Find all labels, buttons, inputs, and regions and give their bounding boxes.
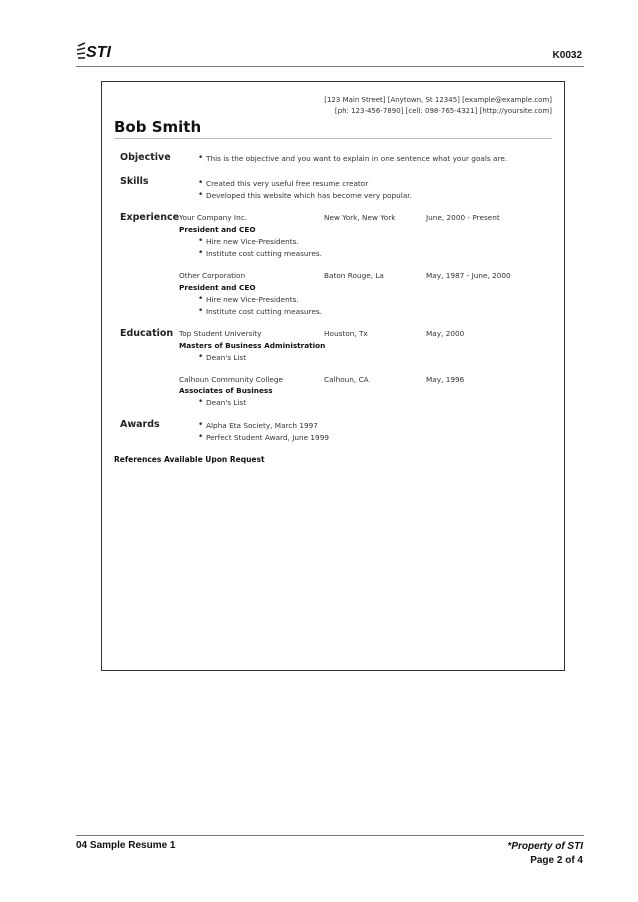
education-heading: Education xyxy=(120,328,174,339)
job-duty: • Institute cost cutting measures. xyxy=(206,249,322,258)
resume-contact xyxy=(324,95,552,117)
school-name: Top Student University xyxy=(179,329,262,338)
job-duty: • Hire new Vice-Presidents. xyxy=(206,295,299,304)
degree: Masters of Business Administration xyxy=(179,341,326,350)
resume-name: Bob Smith xyxy=(114,118,202,136)
skills-item: • Created this very useful free resume creator xyxy=(206,179,368,188)
degree: Associates of Business xyxy=(179,386,273,395)
resume-sample-image xyxy=(101,81,565,671)
education-item: • Dean's List xyxy=(206,398,246,407)
resume xyxy=(102,82,564,670)
skills-item: • Developed this website which has become very popular. xyxy=(206,191,412,200)
awards-heading: Awards xyxy=(120,419,160,430)
job-location: New York, New York xyxy=(324,213,396,222)
page-number: Page 2 of 4 xyxy=(530,855,583,866)
property-notice: *Property of STI xyxy=(507,841,583,852)
school-dates: May, 2000 xyxy=(426,329,465,338)
school-name: Calhoun Community College xyxy=(179,375,284,384)
footer-divider xyxy=(76,835,584,836)
job-company: Other Corporation xyxy=(179,271,246,280)
sti-logo xyxy=(74,40,134,62)
award-item: • Perfect Student Award, June 1999 xyxy=(206,433,329,442)
job-location: Baton Rouge, La xyxy=(324,271,384,280)
education-item: • Dean's List xyxy=(206,353,246,362)
contact-line-2: [ph: 123-456-7890] [cell: 098-765-4321] [http://yoursite.com] xyxy=(334,107,552,115)
job-dates: June, 2000 - Present xyxy=(426,213,500,222)
objective-heading: Objective xyxy=(120,152,171,163)
footer-title: 04 Sample Resume 1 xyxy=(76,840,176,851)
school-location: Houston, Tx xyxy=(324,329,368,338)
award-item: • Alpha Eta Society, March 1997 xyxy=(206,421,318,430)
objective-item: • This is the objective and you want to explain in one sentence what your goals are. xyxy=(206,154,507,163)
school-location: Calhoun, CA xyxy=(324,375,369,384)
school-dates: May, 1996 xyxy=(426,375,465,384)
name-divider xyxy=(114,138,552,139)
footer-right xyxy=(507,840,583,868)
job-dates: May, 1987 - June, 2000 xyxy=(426,271,511,280)
job-company: Your Company Inc. xyxy=(179,213,248,222)
contact-line-1: [123 Main Street] [Anytown, St 12345] [example@example.com] xyxy=(324,96,552,104)
experience-heading: Experience xyxy=(120,212,180,223)
job-title: President and CEO xyxy=(179,283,256,292)
job-duty: • Institute cost cutting measures. xyxy=(206,307,322,316)
references-note: References Available Upon Request xyxy=(114,455,265,464)
header-divider xyxy=(76,66,584,67)
skills-heading: Skills xyxy=(120,176,149,187)
document-code: K0032 xyxy=(552,50,582,61)
job-duty: • Hire new Vice-Presidents. xyxy=(206,237,299,246)
job-title: President and CEO xyxy=(179,225,256,234)
logo-text: STI xyxy=(86,44,111,61)
